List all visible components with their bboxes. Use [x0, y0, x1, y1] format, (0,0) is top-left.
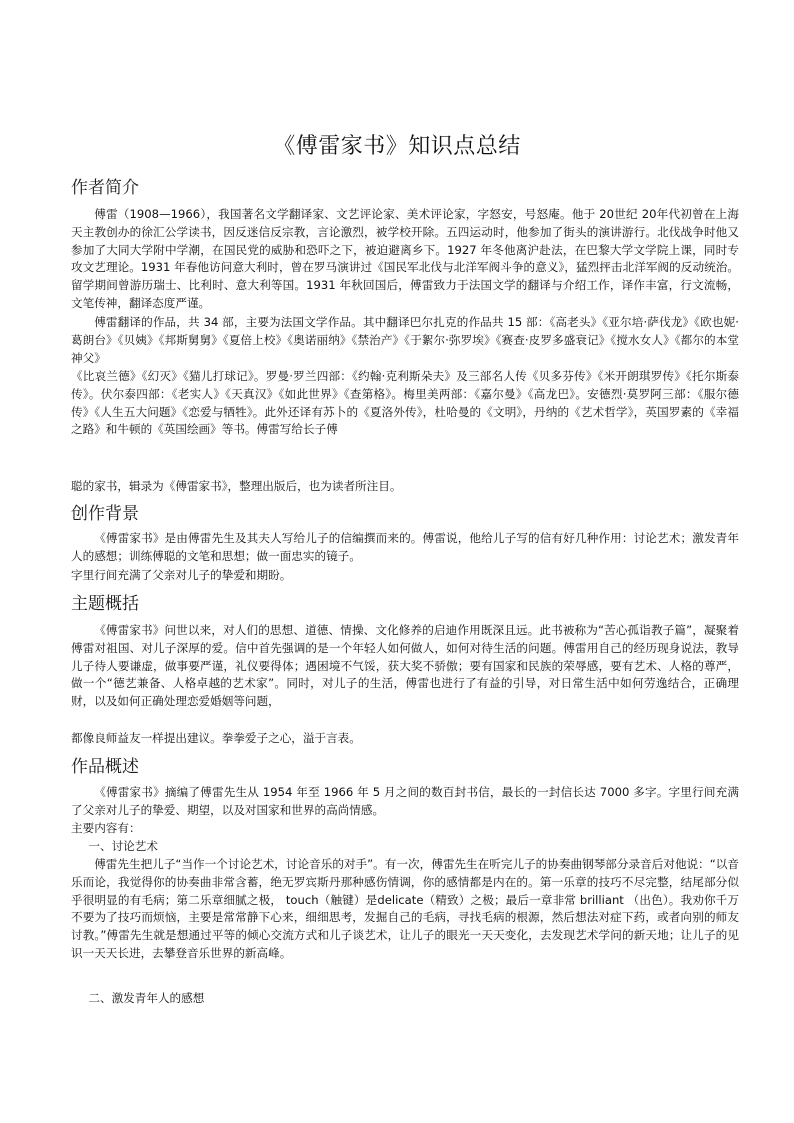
paragraph-discuss-art: 傅雷先生把儿子“当作一个讨论艺术，讨论音乐的对手”。有一次，傅雷先生在听完儿子的协奏曲钢琴部分录音后对他说：“以音乐而论，我觉得你的协奏曲非常含蓄，绝无罗宾斯丹那种感伤情调，你的感情都是内在的。第一乐章的技巧不尽完整，结尾部分似乎很明显的有毛病；第二乐章细腻之极， touch（触键）是delicate（精致）之极；最后一章非常 brilliant （出色）。我劝你千万不要为了技巧而烦恼，主要是常常静下心来，细细思考，发掘自己的毛病，寻找毛病的根源，然后想法对症下药，或者向别的师友讨教。”傅雷先生就是想通过平等的倾心交流方式和儿子谈艺术，让儿子的眼光一天天变化，去发现艺术学问的新天地；让儿子的见识一天天长进，去攀登音乐世界的新高峰。: [71, 857, 739, 960]
section-heading-background: 创作背景: [71, 504, 139, 524]
paragraph-overview: 《傅雷家书》摘编了傅雷先生从 1954 年至 1966 年 5 月之间的数百封书信，最长的一封信长达 7000 多字。字里行间充满了父亲对儿子的挚爱、期望，以及对国家和世界的高尚情感。: [71, 785, 739, 817]
paragraph-theme-end: 都像良师益友一样提出建议。拳拳爱子之心，溢于言表。: [71, 731, 361, 745]
paragraph-main-content-label: 主要内容有：: [71, 821, 141, 835]
section-heading-theme: 主题概括: [71, 594, 139, 614]
subheading-inspire-youth: 二、激发青年人的感想: [88, 991, 205, 1005]
paragraph-background-end: 字里行间充满了父亲对儿子的挚爱和期盼。: [71, 568, 292, 582]
document-title: 《傅雷家书》知识点总结: [273, 134, 521, 159]
paragraph-background: 《傅雷家书》是由傅雷先生及其夫人写给儿子的信编撰而来的。傅雷说，他给儿子写的信有好几种作用：讨论艺术；激发青年人的感想；训练傅聪的文笔和思想；做一面忠实的镜子。: [71, 531, 739, 563]
subheading-discuss-art: 一、讨论艺术: [88, 839, 158, 853]
paragraph-translations: 傅雷翻译的作品，共 34 部，主要为法国文学作品。其中翻译巴尔扎克的作品共 15 部：《高老头》《亚尔培·萨伐龙》《欧也妮·葛朗台》《贝姨》《邦斯舅舅》《夏倍上校》《奥诺丽纳》《禁治产》《于絮尔·弥罗埃》《赛查·皮罗多盛衰记》《搅水女人》《都尔的本堂神父》: [71, 315, 739, 365]
paragraph-translations-cont: 《比哀兰德》《幻灭》《猫儿打球记》。罗曼·罗兰四部：《约翰·克利斯朵夫》及三部名人传《贝多芬传》《米开朗琪罗传》《托尔斯泰传》。伏尔泰四部：《老实人》《天真汉》《如此世界》《查第格》。梅里美两部：《嘉尔曼》《高龙巴》。安德烈·莫罗阿三部：《服尔德传》《人生五大问题》《恋爱与牺牲》。此外还译有苏卜的《夏洛外传》，杜哈曼的《文明》，丹纳的《艺术哲学》，英国罗素的《幸福之路》和牛顿的《英国绘画》等书。傅雷写给长子傅: [71, 369, 739, 437]
section-heading-overview: 作品概述: [71, 757, 139, 777]
paragraph-author-bio: 傅雷（1908—1966），我国著名文学翻译家、文艺评论家、美术评论家，字怒安，号怒庵。他于 20世纪 20年代初曾在上海天主教创办的徐汇公学读书，因反迷信反宗教，言论激烈，被学校开除。五四运动时，他参加了街头的演讲游行。北伐战争时他又参加了大同大学附中学潮，在国民党的威胁和恐吓之下，被迫避离乡下。1927 年冬他离沪赴法，在巴黎大学文学院上课，同时专攻文艺理论。1931 年春他访问意大利时，曾在罗马演讲过《国民军北伐与北洋军阀斗争的意义》，猛烈抨击北洋军阀的反动统治。留学期间曾游历瑞士、比利时、意大利等国。1931 年秋回国后，傅雷致力于法国文学的翻译与介绍工作，译作丰富，行文流畅，文笔传神，翻译态度严谨。: [71, 207, 739, 310]
paragraph-theme: 《傅雷家书》问世以来，对人们的思想、道德、情操、文化修养的启迪作用既深且远。此书被称为“苦心孤诣教子篇”，凝聚着傅雷对祖国、对儿子深厚的爱。信中首先强调的是一个年轻人如何做人，如何对待生活的问题。傅雷用自己的经历现身说法，教导儿子待人要谦虚，做事要严谨，礼仪要得体；遇困境不气馁，获大奖不骄傲；要有国家和民族的荣辱感，要有艺术、人格的尊严，做一个“德艺兼备、人格卓越的艺术家”。同时，对儿子的生活，傅雷也进行了有益的引导，对日常生活中如何劳逸结合，正确理财，以及如何正确处理恋爱婚姻等问题，: [71, 623, 739, 709]
paragraph-letters: 聪的家书，辑录为《傅雷家书》，整理出版后，也为读者所注目。: [71, 479, 402, 493]
section-heading-author: 作者简介: [71, 178, 139, 198]
